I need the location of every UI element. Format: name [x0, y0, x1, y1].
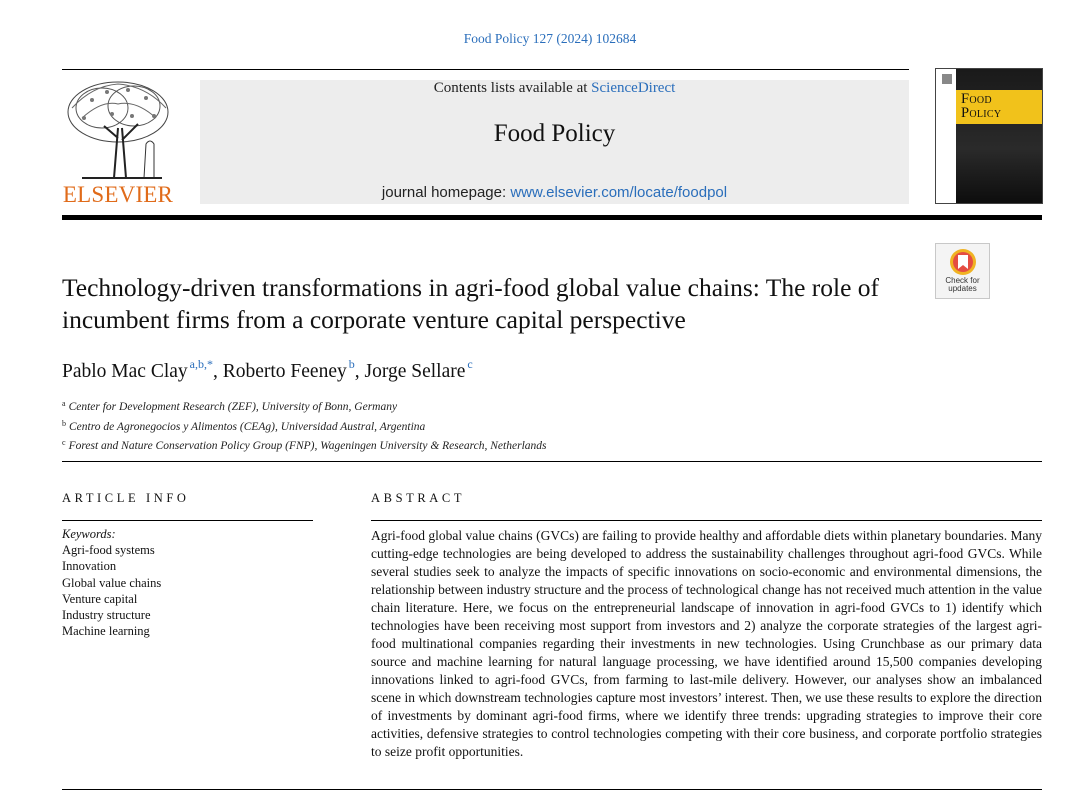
sciencedirect-link[interactable]: ScienceDirect [591, 80, 676, 96]
author-affiliation-marks[interactable]: b [348, 357, 355, 371]
homepage-line [200, 184, 909, 201]
footer-rule [62, 789, 1042, 790]
keyword-item: Machine learning [62, 624, 150, 639]
author-name[interactable]: Jorge Sellare [364, 361, 466, 382]
affiliation-text: Centro de Agronegocios y Alimentos (CEAg), Universidad Austral, Argentina [69, 420, 426, 433]
journal-title: Food Policy [493, 120, 616, 147]
abstract-rule [371, 520, 1042, 521]
contents-prefix: Contents lists available at [433, 80, 592, 96]
crossmark-label [936, 277, 989, 293]
keyword-item: Agri-food systems [62, 543, 155, 558]
journal-citation[interactable]: Food Policy 127 (2024) 102684 [463, 31, 637, 46]
elsevier-logo[interactable] [62, 78, 174, 206]
keyword-item: Industry structure [62, 608, 151, 623]
cover-title [961, 92, 1001, 120]
affiliation-mark: c [62, 438, 66, 447]
keyword-item: Global value chains [62, 575, 162, 590]
crossmark-label-line2: updates [948, 284, 977, 293]
affiliation-text: Forest and Nature Conservation Policy Group (FNP), Wageningen University & Research, Netherlands [68, 440, 547, 452]
cover-title-line1: Food [961, 91, 992, 107]
article-info-heading: ARTICLE INFO [62, 491, 190, 505]
journal-cover[interactable] [935, 68, 1043, 204]
abstract-text: Agri-food global value chains (GVCs) are failing to provide healthy and affordable diets within planetary boundaries. Many cutting-edge technologies are being developed to address the sustainability challenges throughout agri-food GVCs. While several studies seek to analyze the impacts of specific innovations on socio-economic and environmental dimensions, the relationship between industry structure and the process of technological change has not received much attention in the value chain literature. Here, we focus on the entrepreneurial landscape of innovation in agri-food GVCs to 1) identify which technologies have been receiving most support from investors and 2) analyze the corporate strategies of the largest agri-food multinational companies regarding their investments in new technologies. Using Crunchbase as our primary data source and machine learning for natural language processing, we have identified around 15,500 companies developing innovations linked to agri-food GVCs, from farming to last-mile delivery. However, our analyses show an imbalanced scene in which downstream technologies capture most investors’ interest. Then, we use these results to explore the direction of investments by dominant agri-food firms, where we identify three trends: upgrading strategies to improve their core activities, defensive strategies to control technologies competing with their core business, and corporate portfolio strategies to seize profit opportunities. [371, 528, 1042, 759]
article-title: Technology-driven transformations in agri-food global value chains: The role of incumbent firms from a corporate venture capital perspective [62, 273, 880, 334]
abstract-heading: ABSTRACT [371, 491, 466, 505]
header-thick-rule [62, 215, 1042, 220]
crossmark-label-line1: Check for [945, 276, 980, 285]
cover-publisher-icon [942, 74, 952, 84]
affiliation-text: Center for Development Research (ZEF), University of Bonn, Germany [68, 401, 398, 413]
affiliation-mark: b [62, 418, 66, 428]
homepage-prefix: journal homepage: [381, 184, 511, 201]
author-list: Pablo Mac Clay $^{a,b,*}$, Roberto Feeney $^b$, Jorge Sellare $^c$ [62, 357, 473, 382]
author-name[interactable]: Roberto Feeney [222, 361, 347, 382]
journal-homepage-link[interactable]: www.elsevier.com/locate/foodpol [510, 184, 728, 201]
keyword-item: Innovation [62, 559, 117, 574]
crossmark-icon [948, 247, 978, 277]
cover-title-line2: Policy [961, 105, 1002, 121]
contents-line [200, 80, 909, 97]
section-divider [62, 461, 1042, 462]
tree-icon [62, 78, 174, 182]
author-affiliation-marks[interactable]: c [467, 357, 473, 371]
article-info-rule [62, 520, 313, 521]
author-name[interactable]: Pablo Mac Clay [62, 361, 188, 382]
affiliation-item [62, 416, 547, 436]
keyword-item: Venture capital [62, 591, 138, 606]
cover-title-band [956, 90, 1042, 124]
keywords-label: Keywords: [62, 527, 116, 541]
affiliations [62, 396, 547, 455]
keywords-list [62, 526, 161, 639]
elsevier-wordmark: ELSEVIER [62, 182, 174, 207]
author-affiliation-marks[interactable]: a,b,* [189, 357, 213, 371]
affiliation-item [62, 435, 547, 455]
header-rule [62, 69, 909, 70]
affiliation-item [62, 396, 547, 416]
check-for-updates-badge[interactable] [935, 243, 990, 299]
journal-banner [200, 80, 909, 204]
affiliation-mark: a [62, 399, 66, 408]
